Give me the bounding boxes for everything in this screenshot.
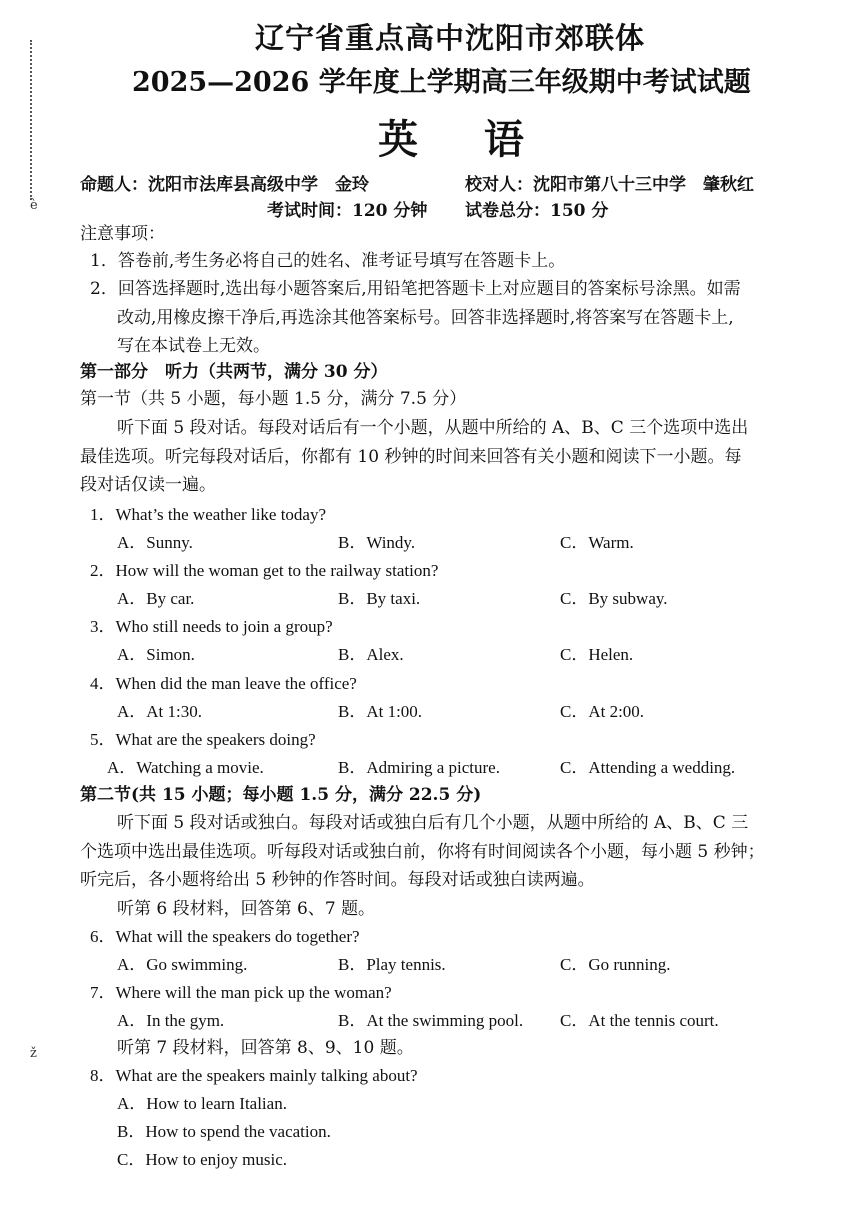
question-6: 6．What will the speakers do together? [90, 927, 360, 946]
section1-instructions: 最佳选项。听完每段对话后，你都有 10 秒钟的时间来回答有关小题和阅读下一小题。每 [80, 447, 742, 467]
question-7: 7．Where will the man pick up the woman? [90, 983, 392, 1002]
note-item: 1．答卷前,考生务必将自己的姓名、准考证号填写在答题卡上。 [90, 251, 566, 271]
section1-instructions: 听下面 5 段对话。每段对话后有一个小题，从题中所给的 A、B、C 三个选项中选出 [117, 418, 749, 438]
option-b: B．Play tennis. [338, 955, 446, 974]
option-c: C．How to enjoy music. [117, 1150, 287, 1169]
exam-time: 考试时间：120 分钟 [267, 201, 428, 221]
section1-heading: 第一节（共 5 小题，每小题 1.5 分，满分 7.5 分） [80, 389, 467, 409]
question-8: 8．What are the speakers mainly talking about? [90, 1066, 418, 1085]
option-a: A．By car. [117, 589, 195, 608]
option-c: C．Warm. [560, 533, 634, 552]
question-2: 2．How will the woman get to the railway station? [90, 561, 439, 580]
exam-title-line2: 2025—2026 学年度上学期高三年级期中考试试题 [132, 67, 751, 98]
option-c: C．By subway. [560, 589, 668, 608]
option-a: A．Go swimming. [117, 955, 248, 974]
option-a: A．Sunny. [117, 533, 193, 552]
option-b: B．At 1:00. [338, 702, 423, 721]
option-a: A．Simon. [117, 645, 195, 664]
binding-line [30, 40, 32, 200]
option-c: C．At 2:00. [560, 702, 645, 721]
proofreader-info: 校对人：沈阳市第八十三中学 肇秋红 [465, 175, 754, 195]
section2-heading: 第二节(共 15 小题；每小题 1.5 分，满分 22.5 分) [80, 785, 482, 805]
option-c: C．Go running. [560, 955, 671, 974]
option-a: A．How to learn Italian. [117, 1094, 287, 1113]
option-b: B．At the swimming pool. [338, 1011, 524, 1030]
option-b: B．How to spend the vacation. [117, 1122, 331, 1141]
material-7-note: 听第 7 段材料，回答第 8、9、10 题。 [117, 1038, 414, 1058]
part1-heading: 第一部分 听力（共两节，满分 30 分） [80, 362, 388, 382]
margin-mark: è [30, 198, 38, 213]
note-item: 改动,用橡皮擦干净后,再选涂其他答案标号。回答非选择题时,将答案写在答题卡上, [117, 308, 734, 328]
author-info: 命题人：沈阳市法库县高级中学 金玲 [80, 175, 369, 195]
option-b: B．Admiring a picture. [338, 758, 500, 777]
question-1: 1．What’s the weather like today? [90, 505, 327, 524]
option-b: B．By taxi. [338, 589, 421, 608]
subject-title: 英 语 [378, 116, 550, 163]
option-c: C．Attending a wedding. [560, 758, 736, 777]
question-5: 5．What are the speakers doing? [90, 730, 316, 749]
option-a: A．At 1:30. [117, 702, 202, 721]
option-c: C．Helen. [560, 645, 634, 664]
total-score: 试卷总分：150 分 [465, 201, 609, 221]
question-3: 3．Who still needs to join a group? [90, 617, 333, 636]
section2-instructions: 听下面 5 段对话或独白。每段对话或独白后有几个小题，从题中所给的 A、B、C 三 [117, 813, 749, 833]
section2-instructions: 听完后，各小题将给出 5 秒钟的作答时间。每段对话或独白读两遍。 [80, 870, 595, 890]
option-b: B．Alex. [338, 645, 404, 664]
exam-title-line1: 辽宁省重点高中沈阳市郊联体 [255, 21, 646, 55]
note-item: 写在本试卷上无效。 [117, 336, 270, 356]
section2-instructions: 个选项中选出最佳选项。听每段对话或独白前，你将有时间阅读各个小题，每小题 5 秒钟； [80, 842, 765, 862]
section1-instructions: 段对话仅读一遍。 [80, 475, 216, 495]
question-4: 4．When did the man leave the office? [90, 674, 357, 693]
option-a: A．In the gym. [117, 1011, 225, 1030]
margin-mark: ž [30, 1046, 37, 1061]
note-item: 2．回答选择题时,选出每小题答案后,用铅笔把答题卡上对应题目的答案标号涂黑。如需 [90, 279, 741, 299]
notes-heading: 注意事项： [80, 224, 165, 244]
material-6-note: 听第 6 段材料，回答第 6、7 题。 [117, 899, 376, 919]
option-b: B．Windy. [338, 533, 416, 552]
option-a: A．Watching a movie. [107, 758, 264, 777]
option-c: C．At the tennis court. [560, 1011, 719, 1030]
